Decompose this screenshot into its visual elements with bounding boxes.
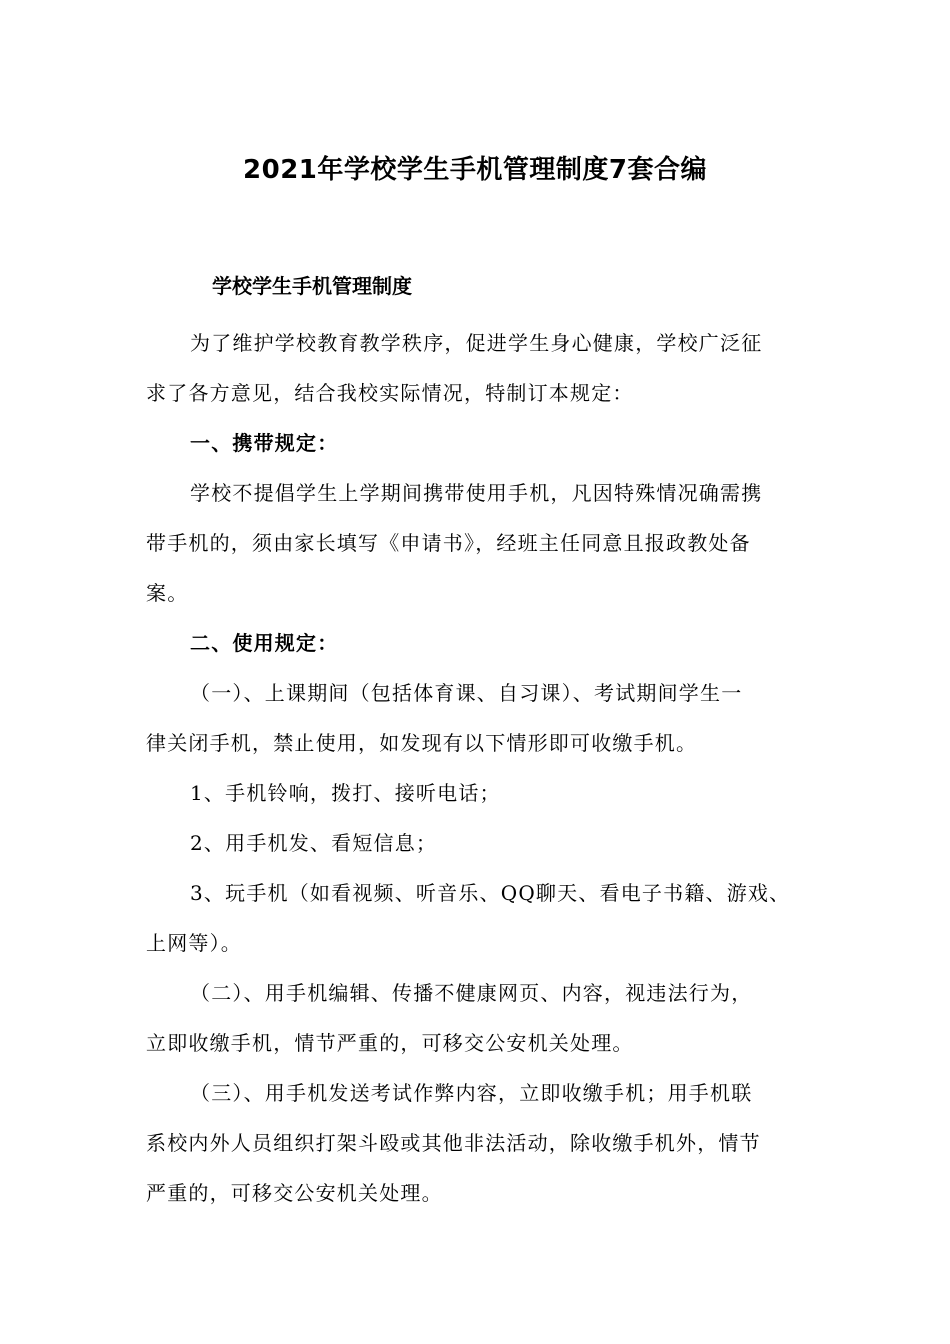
paragraph bbox=[146, 768, 806, 818]
paragraph-line: 求了各方意见，结合我校实际情况，特制订本规定： bbox=[146, 381, 634, 405]
document-title: 2021年学校学生手机管理制度7套合编 bbox=[243, 155, 707, 185]
paragraph bbox=[146, 1068, 806, 1218]
paragraph-line: （一）、上课期间（包括体育课、自习课）、考试期间学生一 bbox=[190, 681, 743, 705]
paragraph-line: 3、玩手机（如看视频、听音乐、QQ聊天、看电子书籍、游戏、 bbox=[190, 881, 791, 905]
paragraph bbox=[146, 868, 806, 968]
paragraph-line: 学校不提倡学生上学期间携带使用手机，凡因特殊情况确需携 bbox=[190, 481, 763, 505]
paragraph bbox=[146, 818, 806, 868]
paragraph bbox=[146, 968, 806, 1068]
paragraph-line: 上网等）。 bbox=[146, 931, 242, 955]
paragraph-line: （三）、用手机发送考试作弊内容，立即收缴手机；用手机联 bbox=[190, 1081, 753, 1105]
paragraph-heading bbox=[146, 418, 806, 468]
paragraph-line: 案。 bbox=[146, 581, 189, 605]
paragraph-line: 系校内外人员组织打架斗殴或其他非法活动，除收缴手机外，情节 bbox=[146, 1131, 761, 1155]
paragraph-line: 为了维护学校教育教学秩序，促进学生身心健康，学校广泛征 bbox=[190, 331, 763, 355]
paragraph-line: 二、使用规定： bbox=[190, 631, 339, 655]
paragraph-line: 一、携带规定： bbox=[190, 431, 339, 455]
paragraph-line: 立即收缴手机，情节严重的，可移交公安机关处理。 bbox=[146, 1031, 634, 1055]
paragraph-line: （二）、用手机编辑、传播不健康网页、内容，视违法行为， bbox=[190, 981, 753, 1005]
paragraph-line: 1、手机铃响，拨打、接听电话； bbox=[190, 781, 501, 805]
section-title: 学校学生手机管理制度 bbox=[212, 274, 412, 298]
paragraph-line: 带手机的，须由家长填写《申请书》，经班主任同意且报政教处备 bbox=[146, 531, 751, 555]
paragraph-line: 严重的，可移交公安机关处理。 bbox=[146, 1181, 443, 1205]
paragraph bbox=[146, 668, 806, 768]
paragraph bbox=[146, 468, 806, 618]
document-body bbox=[146, 318, 806, 1218]
paragraph-line: 律关闭手机，禁止使用，如发现有以下情形即可收缴手机。 bbox=[146, 731, 698, 755]
paragraph bbox=[146, 318, 806, 418]
paragraph-heading bbox=[146, 618, 806, 668]
paragraph-line: 2、用手机发、看短信息； bbox=[190, 831, 438, 855]
